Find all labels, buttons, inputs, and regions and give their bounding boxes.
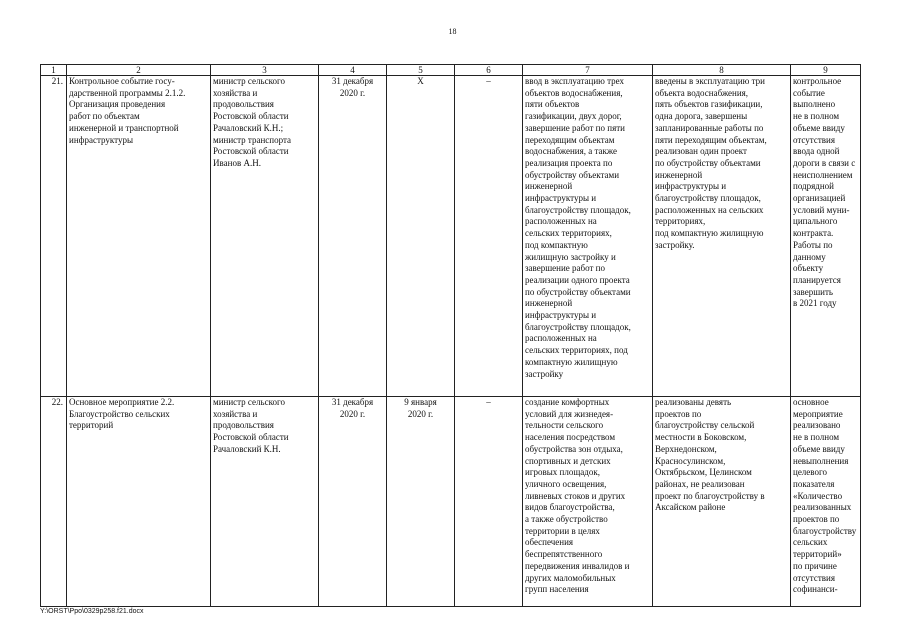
- actual-result: введены в эксплуатацию три объекта водоснабжения, пять объектов газификации, одна дорога, завершены запланированные работы по пяти переходящим объектам, реализован один проект по обустройству объектами инженерной инфраструктуры и благоустройству площадок, расположенных на сельских территориях, под компактную жилищную застройку.: [653, 76, 791, 397]
- planned-result: создание комфортных условий для жизнедея- тельности сельского населения посредством обустройства зон отдыха, спортивных и детских игровых площадок, уличного освещения, ливневых стоков и других видов благоустройства, а также обустройство территории в целях обеспечения беспрепятственного передвижения инвалидов и других маломобильных групп населения: [523, 397, 653, 607]
- header-col-4: 4: [319, 65, 387, 76]
- header-row: [41, 65, 861, 76]
- header-col-9: 9: [791, 65, 861, 76]
- file-path-footer: Y:\ORST\Ppo\0329p258.f21.docx: [40, 608, 144, 615]
- planned-result: ввод в эксплуатацию трех объектов водоснабжения, пяти объектов газификации, двух дорог, завершение работ по пяти переходящим объектам водоснабжения, а также реализация проекта по обустройству объектами инженерной инфраструктуры и благоустройству площадок, расположенных на сельских территориях, под компактную жилищную застройку и завершение работ по реализации одного проекта по обустройству объектами инженерной инфраструктуры и благоустройству площадок, расположенных на сельских территориях, под компактную жилищную застройку: [523, 76, 653, 397]
- table-row: [41, 76, 861, 397]
- table-row: [41, 397, 861, 607]
- col6-value: –: [455, 76, 523, 397]
- row-number: 22.: [41, 397, 67, 607]
- report-table: [40, 64, 861, 607]
- actual-result: реализованы девять проектов по благоустройству сельской местности в Боковском, Верхнедонском, Красносулинском, Октябрьском, Целинском районах, не реализован проект по благоустройству в Аксайском районе: [653, 397, 791, 607]
- planned-date: 31 декабря 2020 г.: [319, 397, 387, 607]
- responsible-executor: министр сельского хозяйства и продовольствия Ростовской области Рачаловский К.Н.; министр транспорта Ростовской области Иванов А.Н.: [211, 76, 319, 397]
- header-col-8: 8: [653, 65, 791, 76]
- actual-date: 9 января 2020 г.: [387, 397, 455, 607]
- non-fulfillment-reason: контрольное событие выполнено не в полном объеме ввиду отсутствия ввода одной дороги в связи с неисполнением подрядной организацией условий муни- ципального контракта. Работы по данному объекту планируется завершить в 2021 году: [791, 76, 861, 397]
- header-col-1: 1: [41, 65, 67, 76]
- planned-date: 31 декабря 2020 г.: [319, 76, 387, 397]
- col6-value: –: [455, 397, 523, 607]
- header-col-6: 6: [455, 65, 523, 76]
- row-number: 21.: [41, 76, 67, 397]
- event-name: Контрольное событие госу- дарственной программы 2.1.2. Организация проведения работ по объектам инженерной и транспортной инфраструктуры: [67, 76, 211, 397]
- header-col-3: 3: [211, 65, 319, 76]
- page-number: 18: [448, 27, 457, 36]
- non-fulfillment-reason: основное мероприятие реализовано не в полном объеме ввиду невыполнения целевого показателя «Количество реализованных проектов по благоустройству сельских территорий» по причине отсутствия софинанси-: [791, 397, 861, 607]
- header-col-2: 2: [67, 65, 211, 76]
- responsible-executor: министр сельского хозяйства и продовольствия Ростовской области Рачаловский К.Н.: [211, 397, 319, 607]
- header-col-5: 5: [387, 65, 455, 76]
- header-col-7: 7: [523, 65, 653, 76]
- event-name: Основное мероприятие 2.2. Благоустройство сельских территорий: [67, 397, 211, 607]
- actual-date: X: [387, 76, 455, 397]
